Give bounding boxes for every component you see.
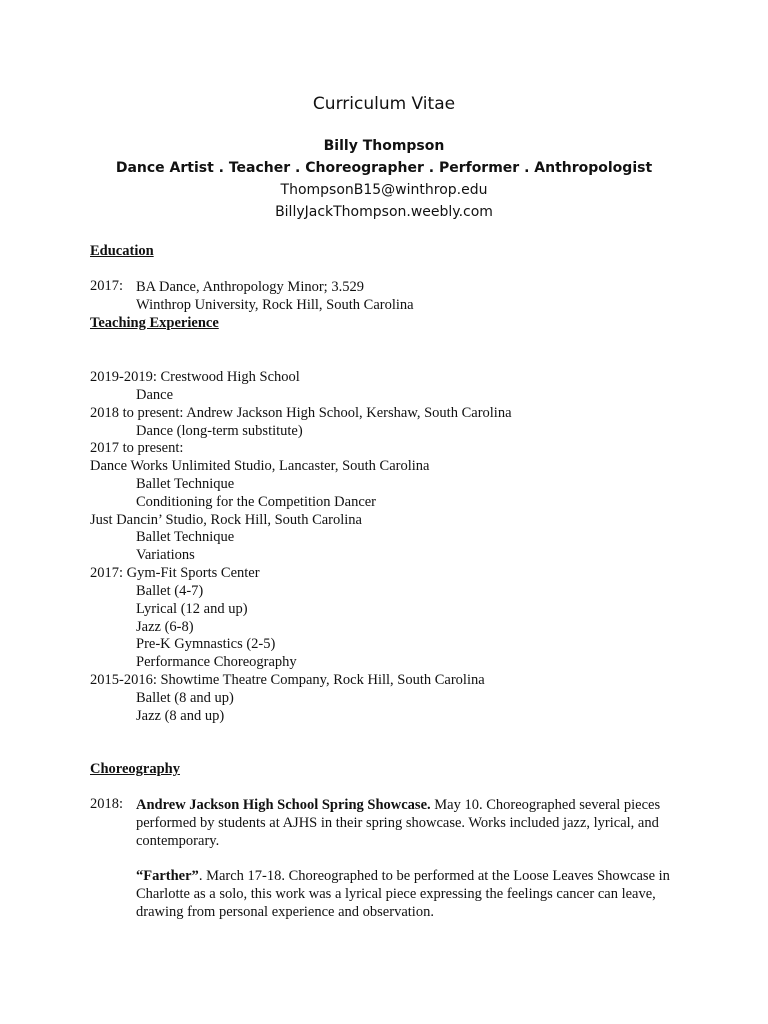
teaching-line: Jazz (8 and up): [136, 708, 225, 724]
document-title: Curriculum Vitae: [312, 94, 456, 114]
teaching-line: Lyrical (12 and up): [136, 601, 248, 617]
teaching-line: Variations: [136, 547, 195, 563]
teaching-line: Dance (long-term substitute): [136, 423, 303, 439]
choreography-entry-title: “Farther”: [136, 868, 199, 884]
teaching-line: 2015-2016: Showtime Theatre Company, Rock Hill, South Carolina: [90, 672, 485, 688]
teaching-line: Ballet (8 and up): [136, 690, 234, 706]
teaching-line: 2019-2019: Crestwood High School: [90, 369, 300, 385]
teaching-line: Dance: [136, 387, 174, 403]
education-year: 2017:: [90, 278, 124, 294]
author-website: BillyJackThompson.weebly.com: [275, 204, 493, 220]
education-heading: Education: [90, 243, 154, 259]
teaching-line: 2017: Gym-Fit Sports Center: [90, 565, 260, 581]
choreography-entry-text: May 10. Choreographed several pieces performed by students at AJHS in their spring showcase. Works included jazz, lyrical, and contemporary.: [136, 797, 661, 849]
teaching-heading: Teaching Experience: [90, 315, 219, 331]
teaching-line: Ballet Technique: [136, 476, 235, 492]
teaching-line: Ballet Technique: [136, 529, 235, 545]
choreography-entry-text: . March 17-18. Choreographed to be performed at the Loose Leaves Showcase in Charlotte as a solo, this work was a lyrical piece expressing the feelings cancer can leave, drawing from personal experience and observation.: [136, 868, 670, 920]
teaching-line: Ballet (4-7): [136, 583, 204, 599]
choreography-year: 2018:: [90, 796, 124, 812]
teaching-line: 2017 to present:: [90, 440, 184, 456]
choreography-entry: [136, 796, 688, 850]
teaching-line: Dance Works Unlimited Studio, Lancaster, South Carolina: [90, 458, 430, 474]
author-email: ThompsonB15@winthrop.edu: [280, 182, 488, 198]
author-roles: Dance Artist . Teacher . Choreographer . Performer . Anthropologist: [115, 160, 653, 176]
teaching-line: Conditioning for the Competition Dancer: [136, 494, 377, 510]
author-name: Billy Thompson: [323, 138, 445, 154]
teaching-line: 2018 to present: Andrew Jackson High School, Kershaw, South Carolina: [90, 405, 512, 421]
teaching-line: Pre-K Gymnastics (2-5): [136, 636, 276, 652]
choreography-entry-title: Andrew Jackson High School Spring Showcase.: [136, 797, 431, 813]
teaching-line: Just Dancin’ Studio, Rock Hill, South Carolina: [90, 512, 362, 528]
education-degree: BA Dance, Anthropology Minor; 3.529: [136, 279, 364, 295]
teaching-line: Performance Choreography: [136, 654, 297, 670]
education-school: Winthrop University, Rock Hill, South Carolina: [136, 297, 414, 313]
choreography-entry: [136, 867, 688, 921]
choreography-heading: Choreography: [90, 761, 180, 777]
teaching-line: Jazz (6-8): [136, 619, 194, 635]
